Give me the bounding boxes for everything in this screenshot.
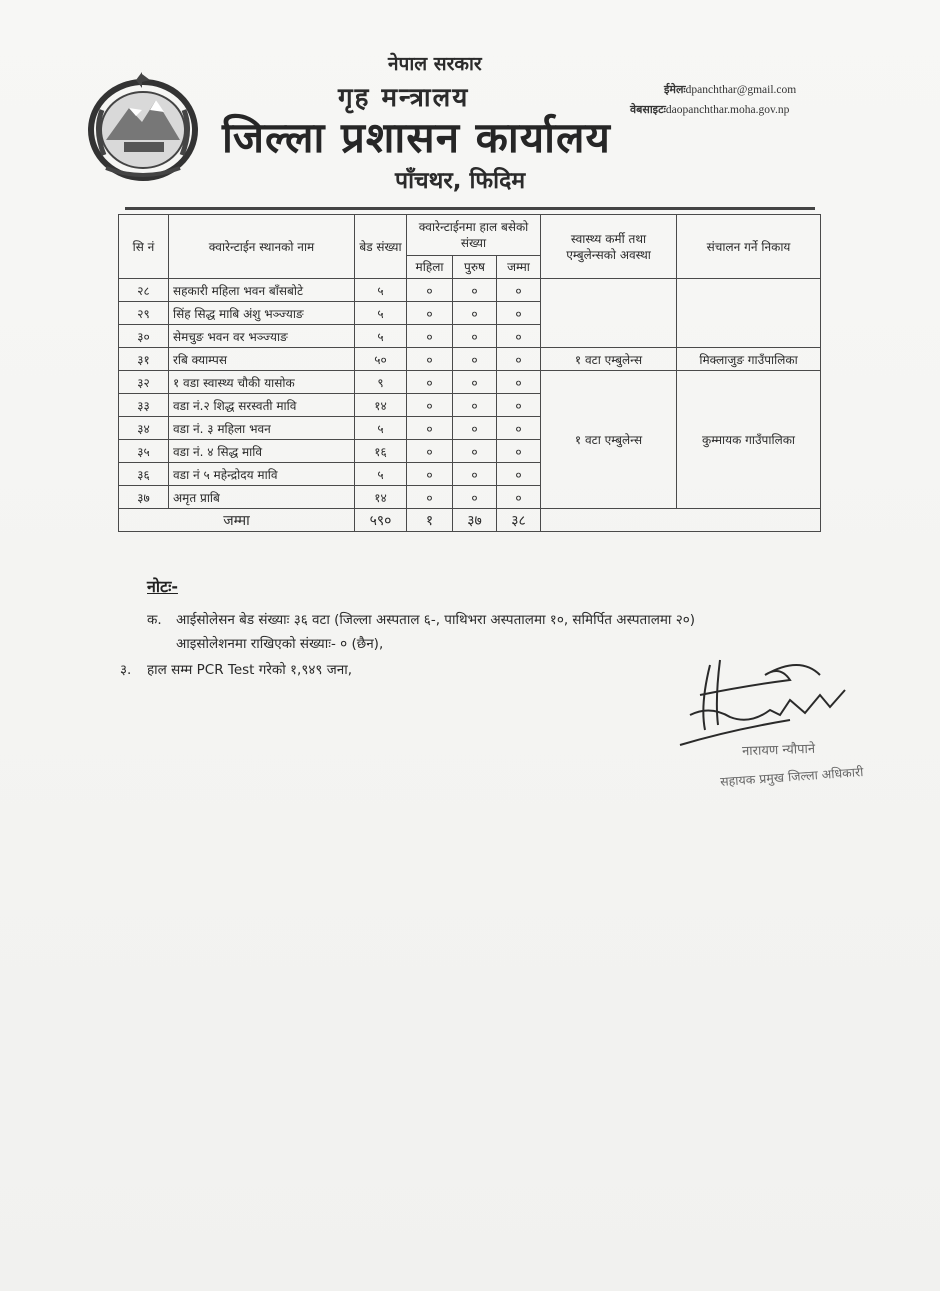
note-3-text: हाल सम्म PCR Test गरेको १,९४९ जना, — [147, 662, 352, 678]
cell-female: ० — [407, 440, 453, 463]
note-ka-prefix: क. — [147, 612, 162, 628]
cell-sn: ३३ — [119, 394, 169, 417]
cell-name: वडा नं.२ शिद्ध सरस्वती मावि — [169, 394, 355, 417]
cell-female: ० — [407, 394, 453, 417]
cell-operator-group2: कुम्मायक गाउँपालिका — [677, 371, 821, 509]
cell-total: ० — [497, 417, 541, 440]
cell-male: ० — [453, 417, 497, 440]
cell-sn: ३७ — [119, 486, 169, 509]
cell-total: ० — [497, 486, 541, 509]
cell-beds: ५ — [355, 325, 407, 348]
cell-sn: २९ — [119, 302, 169, 325]
cell-male: ० — [453, 302, 497, 325]
note-ka-line2: आइसोलेशनमा राखिएको संख्याः- ० (छैन), — [176, 636, 384, 652]
cell-male: ० — [453, 325, 497, 348]
cell-female: ० — [407, 348, 453, 371]
cell-male: ० — [453, 279, 497, 302]
cell-sn: ३४ — [119, 417, 169, 440]
cell-beds: १४ — [355, 486, 407, 509]
cell-sn: ३५ — [119, 440, 169, 463]
col-sn: सि नं — [119, 215, 169, 279]
nepal-emblem-icon — [84, 70, 202, 185]
website-link[interactable]: daopanchthar.moha.gov.np — [665, 104, 790, 116]
col-health: स्वास्थ्य कर्मी तथा एम्बुलेन्सको अवस्था — [541, 215, 677, 279]
table-row — [119, 371, 821, 394]
signatory-title: सहायक प्रमुख जिल्ला अधिकारी — [719, 764, 864, 789]
cell-male: ० — [453, 394, 497, 417]
cell-female: ० — [407, 279, 453, 302]
district-title: पाँचथर, फिदिम — [395, 168, 526, 194]
totals-label: जम्मा — [119, 509, 355, 532]
cell-health-group1: १ वटा एम्बुलेन्स — [541, 348, 677, 371]
cell-total: ० — [497, 371, 541, 394]
cell-total: ० — [497, 463, 541, 486]
cell-name: सेमचुङ भवन वर भञ्ज्याङ — [169, 325, 355, 348]
signatory-name: नारायण न्यौपाने — [741, 741, 816, 760]
cell-female: ० — [407, 463, 453, 486]
cell-health-empty — [541, 279, 677, 348]
cell-name: सिंह सिद्ध माबि अंशु भञ्ज्याङ — [169, 302, 355, 325]
cell-beds: ९ — [355, 371, 407, 394]
ministry-title: गृह मन्त्रालय — [338, 83, 470, 113]
col-male: पुरुष — [453, 256, 497, 279]
note-3-prefix: ३. — [120, 662, 132, 678]
totals-total: ३८ — [497, 509, 541, 532]
totals-female: १ — [407, 509, 453, 532]
totals-beds: ५९० — [355, 509, 407, 532]
cell-health-group2: १ वटा एम्बुलेन्स — [541, 371, 677, 509]
website-label: वेबसाइटः — [630, 103, 666, 116]
cell-male: ० — [453, 371, 497, 394]
col-operator: संचालन गर्ने निकाय — [677, 215, 821, 279]
cell-name: वडा नं. ३ महिला भवन — [169, 417, 355, 440]
cell-male: ० — [453, 440, 497, 463]
cell-name: अमृत प्राबि — [169, 486, 355, 509]
email-link[interactable]: dpanchthar@gmail.com — [685, 84, 797, 96]
cell-beds: ५ — [355, 302, 407, 325]
email-label: ईमेलः — [664, 83, 686, 96]
header-divider — [125, 207, 815, 210]
totals-male: ३७ — [453, 509, 497, 532]
cell-female: ० — [407, 371, 453, 394]
cell-total: ० — [497, 325, 541, 348]
cell-total: ० — [497, 440, 541, 463]
cell-name: १ वडा स्वास्थ्य चौकी यासोक — [169, 371, 355, 394]
totals-empty — [541, 509, 821, 532]
cell-male: ० — [453, 486, 497, 509]
cell-sn: ३१ — [119, 348, 169, 371]
cell-male: ० — [453, 348, 497, 371]
cell-name: वडा नं. ४ सिद्ध मावि — [169, 440, 355, 463]
cell-beds: ५ — [355, 279, 407, 302]
cell-total: ० — [497, 394, 541, 417]
cell-sn: ३२ — [119, 371, 169, 394]
cell-female: ० — [407, 325, 453, 348]
cell-operator-group1: मिक्लाजुङ गाउँपालिका — [677, 348, 821, 371]
office-title: जिल्ला प्रशासन कार्यालय — [222, 113, 611, 162]
table-row — [119, 348, 821, 371]
cell-female: ० — [407, 417, 453, 440]
header-row — [119, 215, 821, 256]
notes-heading: नोटः- — [147, 577, 178, 596]
cell-name: वडा नं ५ महेन्द्रोदय मावि — [169, 463, 355, 486]
cell-beds: ५ — [355, 463, 407, 486]
government-title: नेपाल सरकार — [388, 53, 482, 75]
note-ka-line1: आईसोलेसन बेड संख्याः ३६ वटा (जिल्ला अस्पताल ६-, पाथिभरा अस्पतालमा १०, समिर्पित अस्पतालमा २०) — [176, 612, 696, 628]
totals-row — [119, 509, 821, 532]
cell-beds: ५० — [355, 348, 407, 371]
col-beds: बेड संख्या — [355, 215, 407, 279]
cell-female: ० — [407, 486, 453, 509]
table-row — [119, 279, 821, 302]
cell-sn: ३६ — [119, 463, 169, 486]
col-female: महिला — [407, 256, 453, 279]
cell-male: ० — [453, 463, 497, 486]
col-current-group: क्वारेन्टाईनमा हाल बसेको संख्या — [407, 215, 541, 256]
cell-sn: २८ — [119, 279, 169, 302]
cell-total: ० — [497, 348, 541, 371]
col-name: क्वारेन्टाईन स्थानको नाम — [169, 215, 355, 279]
cell-female: ० — [407, 302, 453, 325]
cell-beds: १६ — [355, 440, 407, 463]
cell-sn: ३० — [119, 325, 169, 348]
contact-block — [630, 80, 796, 120]
cell-name: सहकारी महिला भवन बाँसबोटे — [169, 279, 355, 302]
quarantine-table — [118, 214, 821, 532]
col-total: जम्मा — [497, 256, 541, 279]
cell-name: रबि क्याम्पस — [169, 348, 355, 371]
cell-total: ० — [497, 279, 541, 302]
cell-operator-empty — [677, 279, 821, 348]
cell-beds: १४ — [355, 394, 407, 417]
cell-beds: ५ — [355, 417, 407, 440]
cell-total: ० — [497, 302, 541, 325]
